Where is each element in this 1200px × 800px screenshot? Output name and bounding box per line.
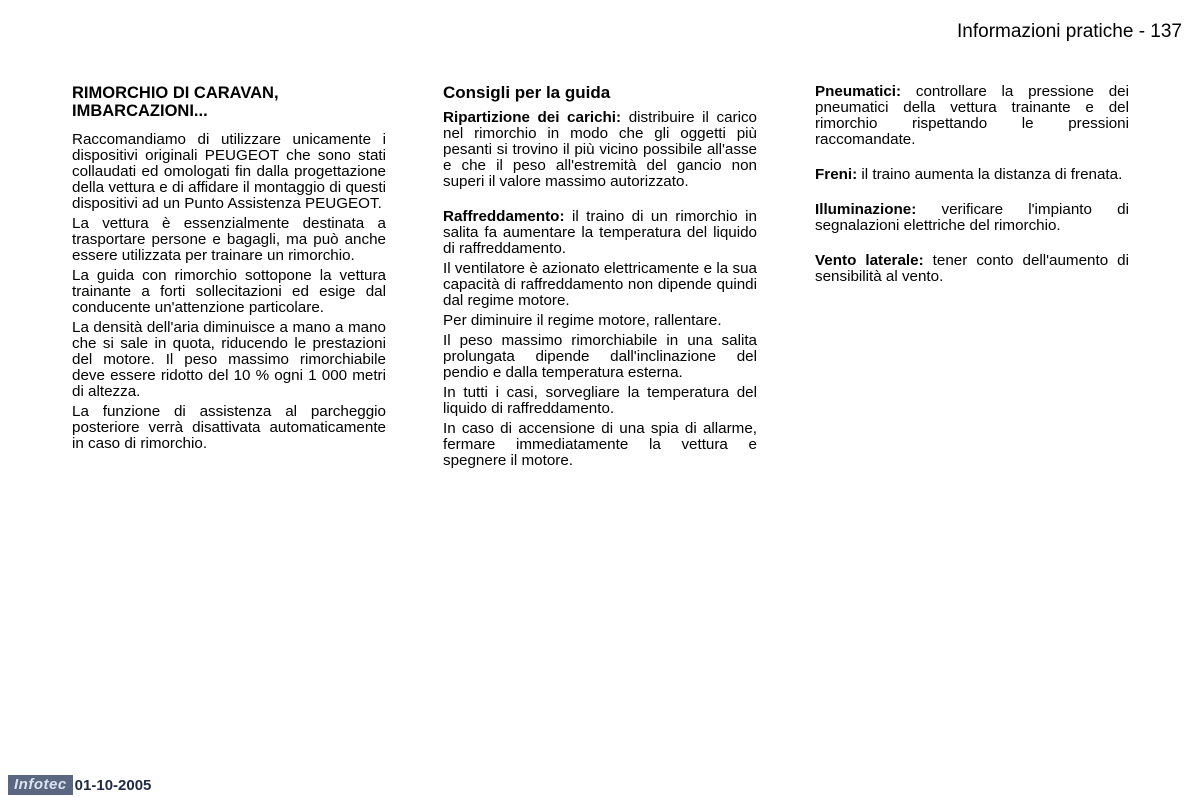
paragraph: La vettura è essenzialmente destinata a trasportare persone e bagagli, ma può anche essere utilizzata per trainare un rimorchio. <box>72 215 386 264</box>
paragraph-text: distribuire il carico nel rimorchio in modo che gli oggetti più pesanti si trovino il più vicino possibile all'asse e che il peso all'estremità del gancio non superi il valore massimo autorizzato. <box>443 109 757 190</box>
paragraph-text: controllare la pressione dei pneumatici della vettura trainante e del rimorchio rispettando le pressioni raccomandate. <box>815 83 1129 148</box>
column-middle <box>443 84 757 473</box>
tyres-paragraph <box>815 84 1129 148</box>
paragraph: La densità dell'aria diminuisce a mano a mano che si sale in quota, riducendo le prestazioni del motore. Il peso massimo rimorchiabile deve essere ridotto del 10 % ogni 1 000 metri di altezza. <box>72 319 386 400</box>
paragraph: Il ventilatore è azionato elettricamente e la sua capacità di raffreddamento non dipende quindi dal regime motore. <box>443 260 757 309</box>
heading-line-1: RIMORCHIO DI CARAVAN, <box>72 84 279 102</box>
paragraph: Per diminuire il regime motore, rallentare. <box>443 312 722 329</box>
paragraph: In caso di accensione di una spia di allarme, fermare immediatamente la vettura e spegnere il motore. <box>443 420 757 469</box>
paragraph-label: Freni: <box>815 166 858 183</box>
paragraph: Raccomandiamo di utilizzare unicamente i dispositivi originali PEUGEOT che sono stati collaudati ed omologati fin dalla progettazione della vettura e di affidare il montaggio di questi dispositivi ad un Punto Assistenza PEUGEOT. <box>72 131 386 212</box>
paragraph: La funzione di assistenza al parcheggio posteriore verrà disattivata automaticamente in caso di rimorchio. <box>72 403 386 452</box>
paragraph-text: tener conto dell'aumento di sensibilità al vento. <box>815 252 1129 285</box>
paragraph-text: verificare l'impianto di segnalazioni elettriche del rimorchio. <box>815 201 1129 234</box>
paragraph-label: Illuminazione: <box>815 201 917 218</box>
heading-line-2: IMBARCAZIONI... <box>72 102 208 120</box>
lights-paragraph <box>815 202 1129 234</box>
edition-date: 01-10-2005 <box>74 776 152 794</box>
paragraph-label: Raffreddamento: <box>443 208 565 225</box>
side-wind-paragraph <box>815 253 1129 285</box>
header-separator: - <box>1138 21 1146 42</box>
section-title: Informazioni pratiche <box>957 21 1134 42</box>
paragraph: La guida con rimorchio sottopone la vettura trainante a forti sollecitazioni ed esige dal conducente un'attenzione particolare. <box>72 267 386 316</box>
paragraph-text: il traino di un rimorchio in salita fa aumentare la temperatura del liquido di raffreddamento. <box>443 208 757 257</box>
paragraph: Il peso massimo rimorchiabile in una salita prolungata dipende dall'inclinazione del pendio e dalla temperatura esterna. <box>443 332 757 381</box>
section-heading: Consigli per la guida <box>443 83 611 102</box>
brakes-paragraph <box>815 167 1129 183</box>
column-left <box>72 84 386 456</box>
paragraph-text: il traino aumenta la distanza di frenata. <box>857 166 1123 183</box>
load-distribution-paragraph <box>443 110 757 190</box>
section-heading <box>72 84 386 120</box>
page-header <box>957 20 1182 44</box>
page-footer <box>8 775 151 795</box>
column-right <box>815 84 1129 289</box>
page-number: 137 <box>1150 21 1182 42</box>
infotec-logo: Infotec <box>8 775 73 795</box>
paragraph-label: Pneumatici: <box>815 83 902 100</box>
paragraph: In tutti i casi, sorvegliare la temperatura del liquido di raffreddamento. <box>443 384 757 417</box>
cooling-paragraph <box>443 209 757 257</box>
paragraph-label: Vento laterale: <box>815 252 924 269</box>
paragraph-label: Ripartizione dei carichi: <box>443 109 622 126</box>
